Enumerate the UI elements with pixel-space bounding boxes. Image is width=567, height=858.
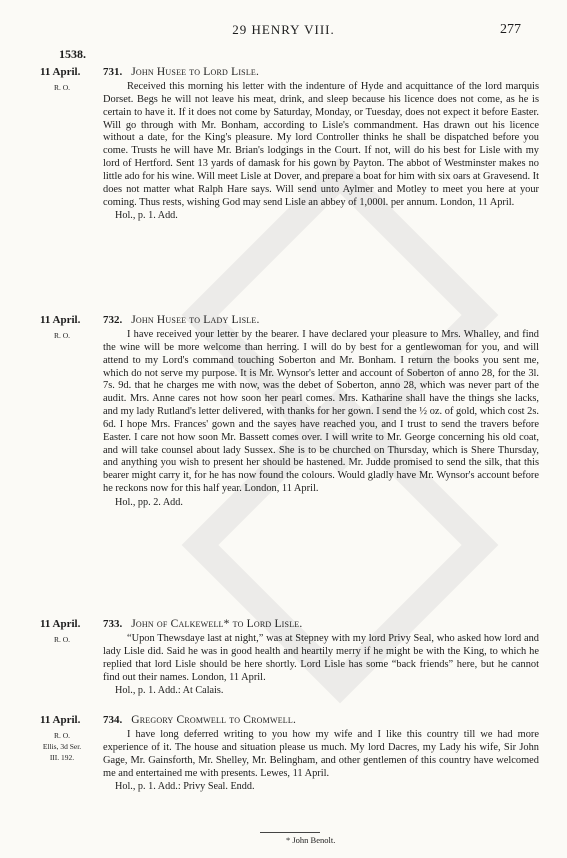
entry-source: Hol., pp. 2. Add. — [115, 496, 183, 508]
entry-title: Gregory Cromwell to Cromwell. — [131, 714, 297, 726]
year-label: 1538. — [59, 47, 86, 61]
page-number: 277 — [500, 22, 521, 37]
entry-margin-note: R. O. — [53, 635, 71, 644]
entry-title: John of Calkewell* to Lord Lisle. — [131, 618, 303, 630]
entry-number: 734. — [103, 714, 123, 726]
footnote-rule — [260, 832, 320, 833]
entry-body: I have received your letter by the bearer. I have declared your pleasure to Mrs. Whalley, and find the wine will be more welcome than herring. I will do by best for a gentlewoman for you, and will attend to my Lord's command touching Soberton and Mr. Bonham. I return the books you sent me, which do not serve my purpose. It is Mr. Wynsor's letter and account of Soberton of anno 28, for the 3l. 7s. 9d. that he charges me with now, was the debet of Soberton, anno 28, which was never part of the audit. Mrs. Anne cares not how soon her pearl comes. Mrs. Katharine shall have the things she lacks, and my lady Rutland's letter delivered, with thanks for her gown. I send the ½ oz. of gold, which cost 2s. 6d. I hope Mrs. Frances' gown and the sayes have reached you, and I trust to send the travers before Easter. I care not how soon Mr. Bassett comes over. I will write to Mr. George concerning his old coat, and will take counsel about lady Sussex. She is to be churched on Thursday, which is Shere Thursday, and anything you wish to present her should be hastened. Mr. Judde promised to send the silk, that this bearer might carry it, for he has now found the colours. Would gladly have Mr. Wynsor's account before he reckons now for this half year. London, 11 April. — [103, 329, 539, 495]
entry-body: “Upon Thewsdaye last at night,” was at Stepney with my lord Privy Seal, who asked how lord and lady Lisle did. Said he was in good health and heartily merry if he might be with the King, to which he replied that lord Lisle should be here shortly. Lord Lisle has some “back friends” here, but he cannot find out their names. London, 11 April. — [103, 633, 539, 683]
entry-source: Hol., p. 1. Add. — [115, 210, 178, 222]
entry-number: 733. — [103, 618, 123, 630]
entry-margin-note: R. O. Ellis, 3d Ser. III. 192. — [42, 731, 82, 762]
entry-date: 11 April. — [40, 314, 81, 326]
header-title: 29 HENRY VIII. — [232, 22, 335, 37]
entry-734 — [40, 714, 540, 794]
entry-title: John Husee to Lady Lisle. — [131, 314, 260, 326]
entry-number: 732. — [103, 314, 123, 326]
entry-date: 11 April. — [40, 714, 81, 726]
entry-number: 731. — [103, 66, 123, 78]
entry-margin-note: R. O. — [53, 331, 71, 340]
entry-733 — [40, 618, 540, 698]
entry-body: I have long deferred writing to you how my wife and I like this country till we had more experience of it. The house and situation please us much. My lord Dacres, my Lady his wife, Sir John Gage, Mr. Gainsforth, Mr. Shelley, Mr. Belingham, and other gentlemen of this country have welcomed me and entertained me with presents. Lewes, 11 April. — [103, 729, 539, 779]
running-header — [0, 22, 567, 42]
entry-source: Hol., p. 1. Add.: Privy Seal. Endd. — [115, 781, 255, 793]
footnote: * John Benolt. — [286, 835, 336, 845]
entry-margin-note: R. O. — [53, 83, 71, 92]
entry-date: 11 April. — [40, 66, 81, 78]
entry-title: John Husee to Lord Lisle. — [131, 66, 260, 78]
entry-731 — [40, 66, 540, 223]
entry-body: Received this morning his letter with the indenture of Hyde and acquittance of the lord marquis Dorset. Begs he will not leave his meat, drink, and sleep because his licence does not come, as he is certain to have it. If it does not come by Saturday, Monday, or Tuesday, does not expect it before Easter. Will go through with Mr. Bonham, according to Lisle's commandment. Has drawn out his licence without a date, for the King's pleasure. My lord Controller thinks he shall be dispatched before you come. Trusts he will have Mr. Brian's lodgings in the Court. If not, will do his best for Lisle with my lord of Hertford. Sent 13 yards of damask for his gown by Payton. The abbot of Westminster makes no little ado for his wine. Will meet Lisle at Dover, and prepare a boat for him with six oars at Gravesend. It does not matter what Ralph Hare says. Will send unto Aylmer and Motley to meet you here at your coming. Thus rests, wishing God may send Lisle an abbey of 1,000l. per annum. London, 11 April. — [103, 81, 539, 208]
entry-source: Hol., p. 1. Add.: At Calais. — [115, 685, 224, 697]
entry-732 — [40, 314, 540, 510]
entry-date: 11 April. — [40, 618, 81, 630]
